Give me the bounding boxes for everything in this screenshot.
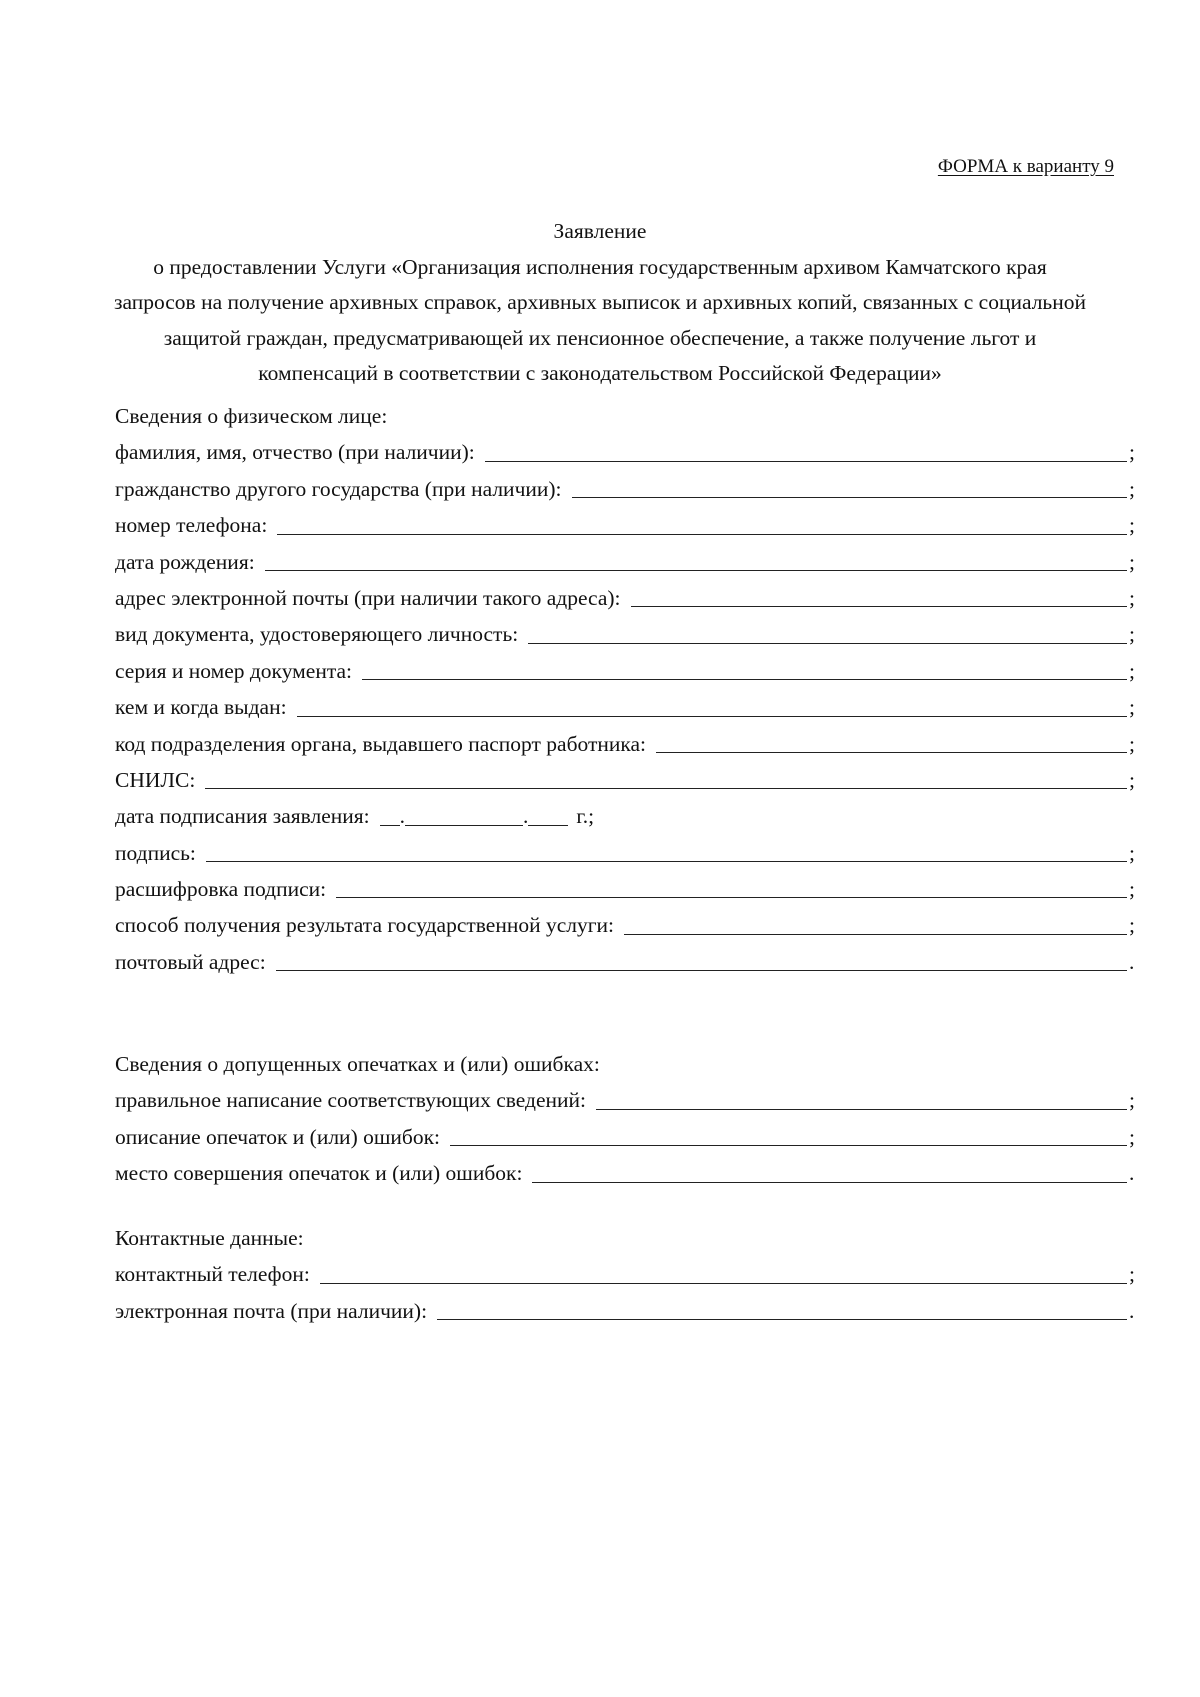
line-end-punctuation: ; (1129, 1124, 1135, 1149)
line-end-punctuation: ; (1129, 913, 1135, 938)
fill-in-line[interactable] (206, 860, 1127, 862)
field-row-issued-by[interactable] (115, 689, 1138, 725)
field-label: серия и номер документа: (115, 658, 352, 683)
line-end-punctuation: . (1129, 1161, 1135, 1186)
field-label: дата рождения: (115, 549, 255, 574)
section-contacts (115, 1220, 1138, 1329)
fill-in-line[interactable] (336, 896, 1127, 898)
line-end-punctuation: ; (1129, 767, 1135, 792)
field-row-signature[interactable] (115, 835, 1138, 871)
fill-in-line[interactable] (485, 460, 1127, 462)
fill-in-line[interactable] (656, 751, 1127, 753)
field-row-signature-transcript[interactable] (115, 871, 1138, 907)
section-errors-info (115, 1046, 1138, 1192)
field-label: адрес электронной почты (при наличии такого адреса): (115, 585, 621, 610)
field-label: место совершения опечаток и (или) ошибок: (115, 1161, 523, 1186)
field-row-correct-spelling[interactable] (115, 1082, 1138, 1118)
field-row-snils[interactable] (115, 762, 1138, 798)
fill-in-line[interactable] (320, 1282, 1127, 1284)
line-end-punctuation: ; (1129, 731, 1135, 756)
field-label: правильное написание соответствующих сведений: (115, 1088, 587, 1113)
field-label: описание опечаток и (или) ошибок: (115, 1124, 441, 1149)
fill-in-line[interactable] (532, 1181, 1127, 1183)
field-label: СНИЛС: (115, 767, 196, 792)
field-row-id-document-type[interactable] (115, 616, 1138, 652)
year-suffix: г.; (576, 804, 595, 829)
line-end-punctuation: ; (1129, 1262, 1135, 1287)
field-row-document-number[interactable] (115, 653, 1138, 689)
fill-in-line[interactable] (631, 605, 1127, 607)
title-heading: Заявление (553, 219, 647, 243)
field-row-contact-email[interactable] (115, 1293, 1138, 1329)
field-row-signing-date[interactable] (115, 798, 1138, 834)
field-label: подпись: (115, 840, 196, 865)
line-end-punctuation: ; (1129, 658, 1135, 683)
line-end-punctuation: ; (1129, 513, 1135, 538)
field-label: расшифровка подписи: (115, 877, 327, 902)
line-end-punctuation: ; (1129, 476, 1135, 501)
fill-in-line[interactable] (624, 933, 1127, 935)
line-end-punctuation: ; (1129, 622, 1135, 647)
section-heading: Контактные данные: (115, 1226, 304, 1250)
field-label: кем и когда выдан: (115, 695, 287, 720)
field-label: номер телефона: (115, 513, 268, 538)
field-label: гражданство другого государства (при наличии): (115, 476, 562, 501)
section-personal-info (115, 398, 1138, 980)
field-label: код подразделения органа, выдавшего паспорт работника: (115, 731, 647, 756)
year-blank[interactable] (528, 824, 568, 826)
section-heading: Сведения о допущенных опечатках и (или) ошибках: (115, 1052, 600, 1076)
field-label: дата подписания заявления: (115, 804, 370, 829)
fill-in-line[interactable] (205, 787, 1127, 789)
fill-in-line[interactable] (276, 969, 1127, 971)
field-row-email[interactable] (115, 580, 1138, 616)
line-end-punctuation: ; (1129, 440, 1135, 465)
line-end-punctuation: ; (1129, 695, 1135, 720)
fill-in-line[interactable] (297, 715, 1127, 717)
fill-in-line[interactable] (528, 642, 1127, 644)
fill-in-line[interactable] (437, 1318, 1127, 1320)
day-blank[interactable] (380, 824, 400, 826)
field-label: почтовый адрес: (115, 949, 266, 974)
title-subtitle: о предоставлении Услуги «Организация исполнения государственным архивом Камчатского края запросов на получение архивных справок, архивных выписок и архивных копий, связанных с социальной защитой граждан, предусматривающей их пенсионное обеспечение, а также получение льгот и компенсаций в соответствии с законодательством Российской Федерации» (113, 254, 1087, 385)
fill-in-line[interactable] (362, 678, 1127, 680)
field-row-phone[interactable] (115, 507, 1138, 543)
line-end-punctuation: ; (1129, 549, 1135, 574)
fill-in-line[interactable] (450, 1144, 1127, 1146)
field-row-division-code[interactable] (115, 726, 1138, 762)
fill-in-line[interactable] (596, 1108, 1127, 1110)
line-end-punctuation: ; (1129, 1088, 1135, 1113)
form-variant-label: ФОРМА к варианту 9 (937, 156, 1114, 177)
line-end-punctuation: . (1129, 949, 1135, 974)
line-end-punctuation: ; (1129, 877, 1135, 902)
field-row-postal-address[interactable] (115, 944, 1138, 980)
line-end-punctuation: . (1129, 1298, 1135, 1323)
field-label: способ получения результата государственной услуги: (115, 913, 615, 938)
field-row-birth-date[interactable] (115, 544, 1138, 580)
field-row-error-location[interactable] (115, 1155, 1138, 1191)
section-heading: Сведения о физическом лице: (115, 404, 388, 428)
field-row-citizenship[interactable] (115, 471, 1138, 507)
date-separator: . (523, 804, 529, 829)
fill-in-line[interactable] (277, 533, 1127, 535)
date-separator: . (399, 804, 406, 829)
field-row-full-name[interactable] (115, 434, 1138, 470)
field-row-error-description[interactable] (115, 1119, 1138, 1155)
fill-in-line[interactable] (572, 496, 1127, 498)
month-blank[interactable] (405, 824, 523, 826)
fill-in-line[interactable] (265, 569, 1127, 571)
line-end-punctuation: ; (1129, 585, 1135, 610)
field-label: фамилия, имя, отчество (при наличии): (115, 440, 475, 465)
field-row-contact-phone[interactable] (115, 1256, 1138, 1292)
field-label: электронная почта (при наличии): (115, 1298, 428, 1323)
document-title (100, 214, 1100, 392)
field-label: контактный телефон: (115, 1262, 310, 1287)
line-end-punctuation: ; (1129, 840, 1135, 865)
field-row-result-delivery-method[interactable] (115, 907, 1138, 943)
field-label: вид документа, удостоверяющего личность: (115, 622, 519, 647)
